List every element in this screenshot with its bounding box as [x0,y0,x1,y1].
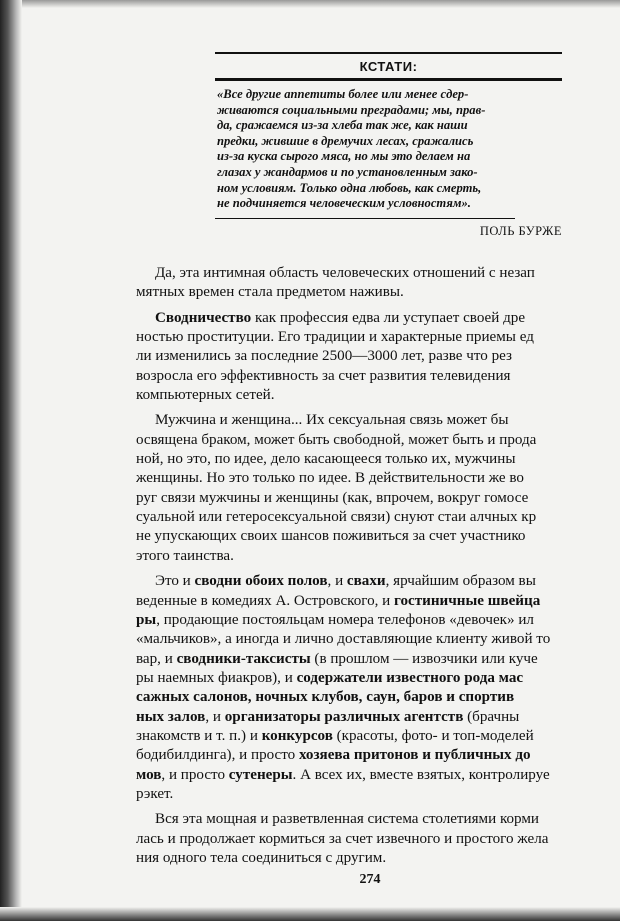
sidebar-box [215,52,562,239]
quote-line: «Все другие аппетиты более или менее сдер- [217,87,469,101]
bold-term: содержатели известного рода мас [296,669,524,686]
text-line: суальной или гетеросексуальной связи) снуют стаи алчных кр [136,509,537,526]
text-line [136,611,620,630]
text-line: возросла его эффективность за счет развития телевидения [136,367,511,384]
text-line [136,669,620,688]
bold-term: сводники-таксисты [176,650,311,667]
bold-term: свахи [346,573,386,590]
paragraph-5 [136,810,620,868]
quote-line: предки, жившие в дремучих лесах, сражались [217,133,474,148]
text-run: , и [205,708,225,725]
text-run: знакомств и т. п.) и [136,727,262,744]
text-run: ры наемных фиакров), и [136,669,297,686]
text-run: Это и [155,573,195,590]
text-line: Вся эта мощная и разветвленная система столетиями корми [155,811,539,828]
paragraph-1 [136,264,620,303]
paragraph-2 [136,309,620,406]
bold-term: Сводничество [155,309,252,326]
text-line: Мужчина и женщина... Их сексуальная связь может бы [155,412,509,429]
text-run: , и [327,573,347,590]
text-line [136,309,620,328]
text-line: Да, эта интимная область человеческих отношений с незап [155,265,535,281]
bold-term: ры [136,611,157,628]
text-line [136,708,620,727]
page-top-shadow [0,0,620,8]
text-line [136,592,620,611]
quote-author: ПОЛЬ БУРЖЕ [479,223,562,238]
text-line: мятных времен стала предметом наживы. [136,284,404,301]
bold-term: ных залов [136,708,206,725]
text-run: (брачны [463,708,520,725]
book-spine-shadow [0,0,22,921]
quote-line: живаются социальными преградами; мы, прав- [217,102,486,117]
text-line: «мальчиков», а иногда и лично доставляющие клиенту живой то [136,631,551,648]
text-run: , продающие постояльцам номера телефонов «девочек» ил [156,611,534,628]
text-run: бодибилдинга), и просто [136,747,299,764]
bold-term: гостиничные швейца [394,592,541,609]
text-line: не упускающих своих шансов поживиться за счет участнико [136,528,526,545]
text-run: . А всех их, вместе взятых, контролируе [292,766,550,783]
text-line: ностью проституции. Его традиции и характерные приемы ед [136,329,534,346]
paragraph-3 [136,411,620,566]
text-line: сажных салонов, ночных клубов, саун, баров и спортив [136,689,515,706]
text-line: лась и продолжает кормиться за счет извечного и простого жела [136,830,549,847]
quote-line: ном условиям. Только одна любовь, как смерть, [217,180,482,195]
text-line [136,727,620,746]
text-line: руг связи мужчины и женщины (как, впрочем, вокруг гомосе [136,489,529,506]
quote-line: глазах у жандармов и по установленным зако- [217,164,478,179]
text-line [136,650,620,669]
bold-term: конкурсов [261,727,333,744]
sidebar-title: КСТАТИ: [359,59,418,74]
text-run: (красоты, фото- и топ-моделей [332,727,534,744]
bold-term: хозяева притонов и публичных до [298,747,531,764]
text-line: этого таинства. [136,547,234,564]
text-run: , и просто [161,766,229,783]
text-line: женщины. Но это только по идее. В действительности же во [136,470,524,487]
text-line: ли изменились за последние 2500—3000 лет, разве что рез [136,348,512,365]
text-line: ной, но это, по идее, дело касающееся только их, мужчины [136,451,516,468]
bold-term: мов [136,766,162,783]
quote-line: из-за куска сырого мяса, но мы это делаем на [217,149,471,164]
text-line [136,572,620,591]
paragraph-4 [136,572,620,804]
text-line [136,766,620,785]
sidebar-quote [215,81,562,214]
text-run: вар, и [136,650,177,667]
text-run: веденные в комедиях А. Островского, и [136,592,395,609]
text-run: (в прошлом — извозчики или куче [310,650,538,667]
bold-term: организаторы различных агентств [224,708,464,725]
text-line: рэкет. [136,785,174,802]
quote-line: не подчиняется человеческим условностям». [217,196,471,211]
text-line: освящена браком, может быть свободной, может быть и прода [136,431,537,448]
bold-term: сводни обоих полов [194,573,328,590]
page-bottom-shadow [0,907,620,921]
quote-line: да, сражаемся из-за хлеба так же, как наши [217,118,468,133]
text-line: компьютерных сетей. [136,387,275,404]
text-run: как профессия едва ли уступает своей дре [251,309,526,326]
sidebar-bottom-rule [215,218,515,219]
text-line: ния одного тела соединиться с другим. [136,849,387,866]
page-number: 274 [359,872,381,887]
text-line [136,746,620,765]
text-run: , ярчайшим образом вы [385,573,536,590]
bold-term: сутенеры [228,766,293,783]
body-text [136,264,620,874]
